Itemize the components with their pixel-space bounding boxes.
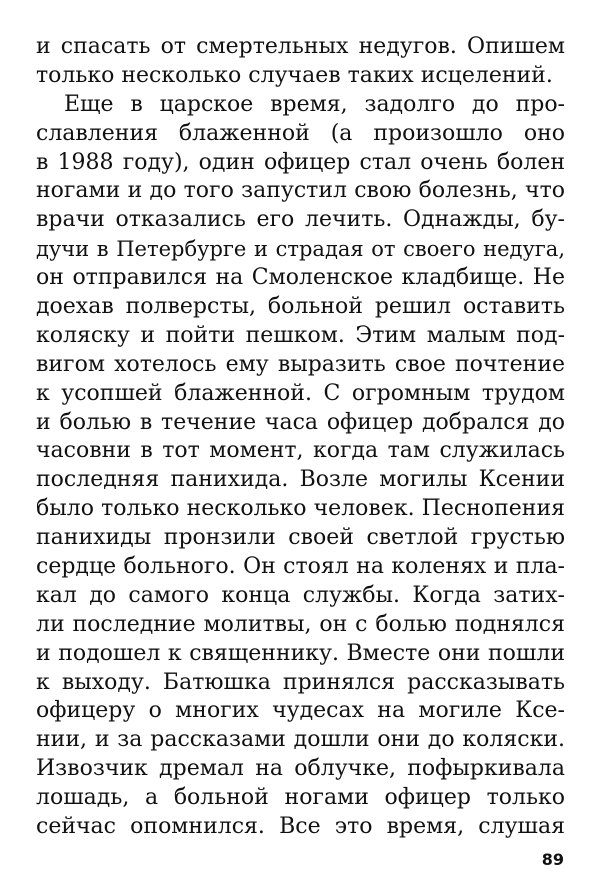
text-line-28: сейчас опомнился. Все это время, слушая xyxy=(36,814,565,840)
text-line-26: Извозчик дремал на облучке, пофыркивала xyxy=(36,756,565,782)
text-line-21: ли последние молитвы, он с болью поднялся xyxy=(36,611,565,637)
text-line-25: нии, и за рассказами дошли они до коляски. xyxy=(36,727,565,753)
text-line-6: ногами и до того запустил свою болезнь, что xyxy=(36,178,565,204)
page-number: 89 xyxy=(541,850,564,869)
text-line-23: к выходу. Батюшка принялся рассказывать xyxy=(36,669,565,695)
text-line-16: последняя панихида. Возле могилы Ксении xyxy=(36,467,565,493)
text-line-9: он отправился на Смоленское кладбище. Не xyxy=(36,265,565,291)
text-line-22: и подошел к священнику. Вместе они пошли xyxy=(36,640,565,666)
text-line-8: дучи в Петербурге и страдая от своего недуга, xyxy=(36,237,565,262)
text-line-7: врачи отказались его лечить. Однажды, бу- xyxy=(36,207,565,233)
text-line-1: и спасать от смертельных недугов. Опишем xyxy=(36,34,565,59)
text-line-4: славления блаженной (а произошло оно xyxy=(36,120,565,146)
text-line-19: сердце больного. Он стоял на коленях и пла- xyxy=(36,554,565,580)
text-line-11: коляску и пойти пешком. Этим малым под- xyxy=(36,322,565,348)
text-line-24: офицеру о многих чудесах на могиле Ксе- xyxy=(36,698,565,724)
body-text xyxy=(36,33,565,842)
text-line-17: было только несколько человек. Песнопения xyxy=(36,496,565,522)
text-line-12: вигом хотелось ему выразить свое почтение xyxy=(36,351,565,377)
text-line-18: панихиды пронзили своей светлой грустью xyxy=(36,525,565,551)
text-line-20: кал до самого конца службы. Когда затих- xyxy=(36,582,565,608)
text-line-15: часовни в тот момент, когда там служилась xyxy=(36,438,565,464)
text-line-2: только несколько случаев таких исцелений. xyxy=(36,62,553,88)
text-line-3: Еще в царское время, задолго до про- xyxy=(64,91,565,117)
text-line-5: в 1988 году), один офицер стал очень болен xyxy=(36,149,565,175)
text-line-13: к усопшей блаженной. С огромным трудом xyxy=(36,380,565,406)
text-line-27: лошадь, а больной ногами офицер только xyxy=(36,785,565,811)
text-line-14: и болью в течение часа офицер добрался до xyxy=(36,409,565,435)
text-line-10: доехав полверсты, больной решил оставить xyxy=(36,294,565,320)
